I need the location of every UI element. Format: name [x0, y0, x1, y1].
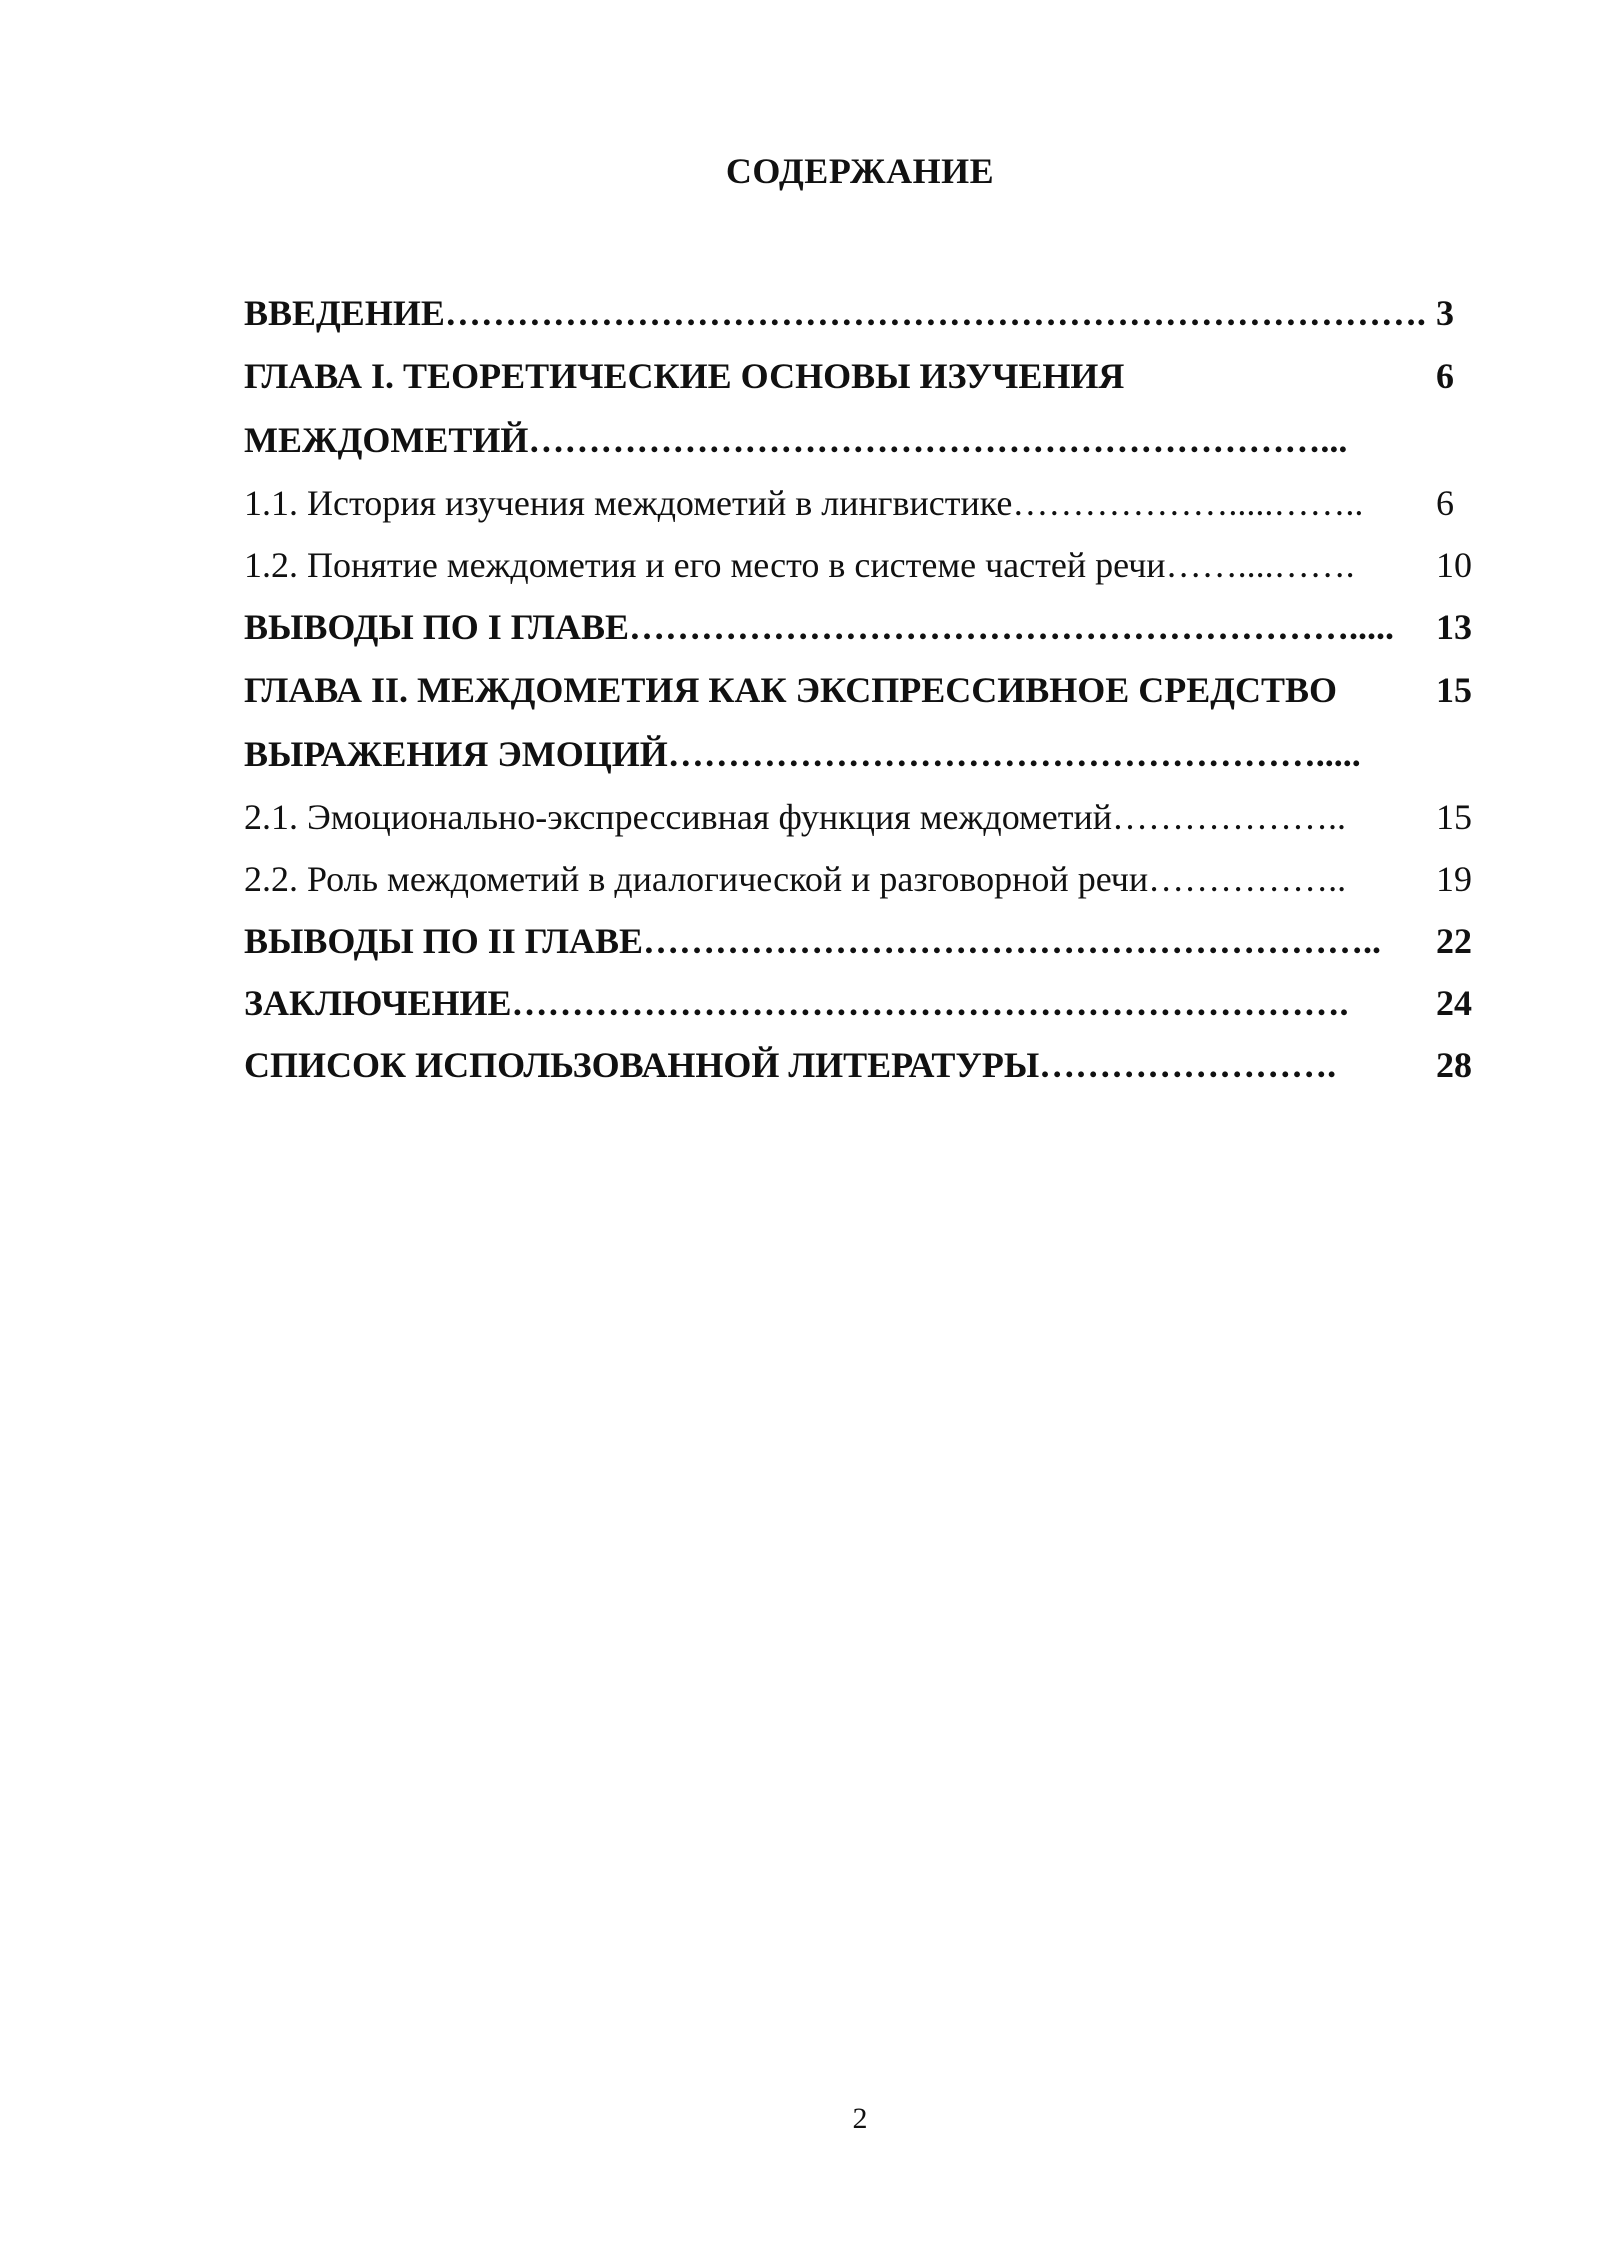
toc-entry-text: 2.1. Эмоционально-экспрессивная функция междометий……………….. [244, 797, 1347, 837]
toc-entry-chapter-1 [244, 344, 1492, 472]
toc-entry-text: 1.2. Понятие междометия и его место в системе частей речи……....……. [244, 545, 1355, 585]
toc-entry-text: ВЫВОДЫ ПО I ГЛАВЕ……………………………………………………..... [244, 607, 1395, 647]
toc-entry-page: 28 [1436, 1045, 1472, 1085]
toc-entry-page: 13 [1436, 607, 1472, 647]
toc-entry-text: ЗАКЛЮЧЕНИЕ……………………………………………………………. [244, 983, 1349, 1023]
toc-entry-page: 24 [1436, 983, 1472, 1023]
toc-entry-text: ВЫВОДЫ ПО II ГЛАВЕ…………………………………………………….. [244, 921, 1382, 961]
toc-entry-bibliography [244, 1034, 1492, 1096]
page-number: 2 [852, 2102, 868, 2135]
toc-entry-page: 10 [1436, 545, 1472, 585]
toc-entry-conclusion [244, 972, 1492, 1034]
toc-entry-introduction [244, 282, 1492, 344]
table-of-contents [244, 282, 1492, 1096]
toc-entry-text: 2.2. Роль междометий в диалогической и разговорной речи…………….. [244, 859, 1347, 899]
toc-entry-page: 22 [1436, 921, 1472, 961]
toc-entry-text: СПИСОК ИСПОЛЬЗОВАННОЙ ЛИТЕРАТУРЫ……………………. [244, 1045, 1337, 1085]
toc-entry-page: 15 [1436, 670, 1472, 710]
toc-entry-section-2-2 [244, 848, 1492, 910]
toc-entry-page: 15 [1436, 797, 1472, 837]
toc-entry-text: ВВЕДЕНИЕ………………………………………………………………………. [244, 293, 1426, 333]
toc-entry-page: 6 [1436, 356, 1454, 396]
toc-entry-text: ГЛАВА I. ТЕОРЕТИЧЕСКИЕ ОСНОВЫ ИЗУЧЕНИЯ МЕЖДОМЕТИЙ…………………………………………………………... [244, 356, 1348, 460]
toc-entry-chapter-2 [244, 658, 1492, 786]
toc-entry-text: ГЛАВА II. МЕЖДОМЕТИЯ КАК ЭКСПРЕССИВНОЕ СРЕДСТВО ВЫРАЖЕНИЯ ЭМОЦИЙ………………………………………………..... [244, 670, 1361, 774]
toc-entry-conclusions-chapter-2 [244, 910, 1492, 972]
toc-entry-section-1-1 [244, 472, 1492, 534]
toc-entry-text: 1.1. История изучения междометий в лингвистике……………….....…….. [244, 483, 1364, 523]
toc-entry-section-2-1 [244, 786, 1492, 848]
page-title: СОДЕРЖАНИЕ [725, 151, 995, 191]
toc-entry-page: 3 [1436, 293, 1454, 333]
toc-entry-section-1-2 [244, 534, 1492, 596]
toc-entry-page: 19 [1436, 859, 1472, 899]
toc-entry-conclusions-chapter-1 [244, 596, 1492, 658]
toc-entry-page: 6 [1436, 483, 1454, 523]
